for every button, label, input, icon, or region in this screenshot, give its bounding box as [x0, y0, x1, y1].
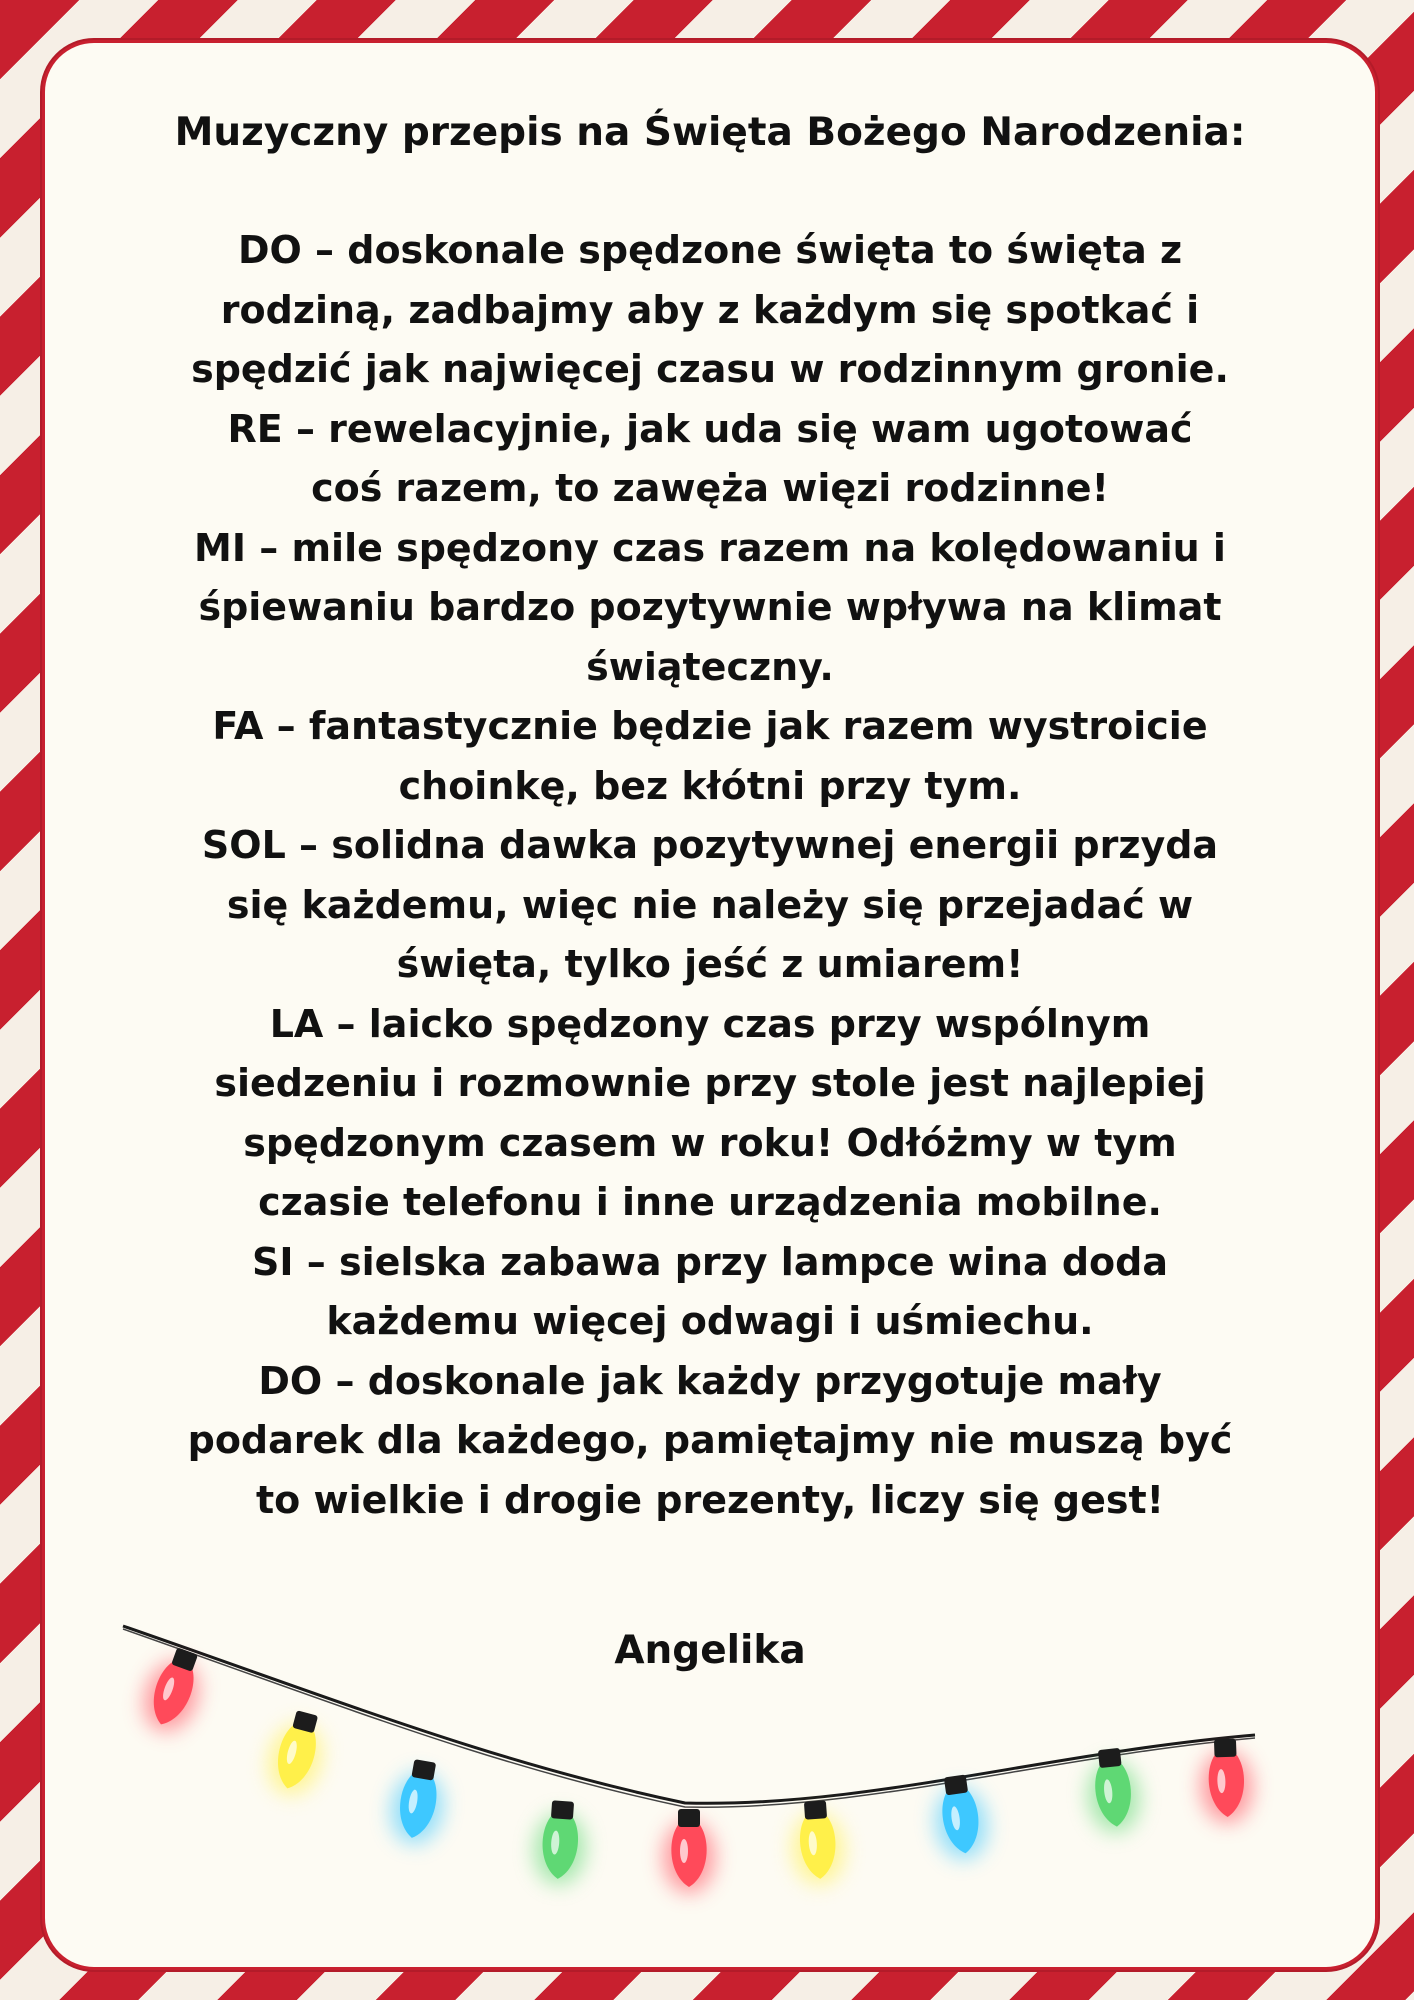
text-line: śpiewaniu bardzo pozytywnie wpływa na klimat	[198, 585, 1222, 629]
light-bulb-icon	[929, 1772, 992, 1862]
text-line: rodziną, zadbajmy aby z każdym się spotkać i	[220, 287, 1200, 332]
text-line: coś razem, to zawęża więzi rodzinne!	[311, 466, 1109, 510]
text-line: podarek dla każdego, pamiętajmy nie muszą być	[187, 1418, 1233, 1462]
light-bulb-icon	[261, 1706, 333, 1801]
light-bulb-icon	[1199, 1738, 1254, 1824]
text-line: SI – sielska zabawa przy lampce wina doda	[251, 1239, 1168, 1284]
light-bulb-icon	[663, 1809, 715, 1893]
text-line: święta, tylko jeść z umiarem!	[396, 942, 1024, 986]
bulbs-group	[135, 1642, 1254, 1893]
text-line: choinkę, bez kłótni przy tym.	[398, 763, 1022, 808]
signature: Angelika	[614, 1628, 806, 1673]
text-line: RE – rewelacyjnie, jak uda się wam ugotować	[227, 406, 1193, 451]
text-line: każdemu więcej odwagi i uśmiechu.	[326, 1299, 1094, 1343]
text-line: czasie telefonu i inne urządzenia mobilne.	[258, 1180, 1162, 1224]
light-bulb-icon	[789, 1799, 847, 1886]
text-line: siedzeniu i rozmownie przy stole jest najlepiej	[214, 1061, 1206, 1105]
text-line: spędzonym czasem w roku! Odłóżmy w tym	[243, 1120, 1177, 1165]
text-line: FA – fantastycznie będzie jak razem wystroicie	[212, 704, 1208, 748]
text-line: DO – doskonale jak każdy przygotuje mały	[258, 1358, 1162, 1403]
letter-card	[42, 40, 1378, 1970]
light-bulb-icon	[531, 1799, 589, 1886]
text-line: MI – mile spędzony czas razem na kolędowaniu i	[194, 525, 1226, 570]
string-lights-icon	[45, 43, 1375, 1967]
text-line: DO – doskonale spędzone święta to święta z	[237, 228, 1183, 272]
light-bulb-icon	[385, 1757, 451, 1849]
page-title: Muzyczny przepis na Święta Bożego Narodzenia:	[174, 110, 1246, 155]
text-line: LA – laicko spędzony czas przy wspólnym	[269, 1001, 1151, 1046]
text-line: to wielkie i drogie prezenty, liczy się gest!	[256, 1477, 1164, 1522]
text-line: spędzić jak najwięcej czasu w rodzinnym gronie.	[191, 347, 1229, 391]
text-line: SOL – solidna dawka pozytywnej energii przyda	[201, 823, 1219, 867]
text-line: świąteczny.	[586, 644, 834, 689]
text-line: się każdemu, więc nie należy się przejadać w	[226, 882, 1194, 927]
